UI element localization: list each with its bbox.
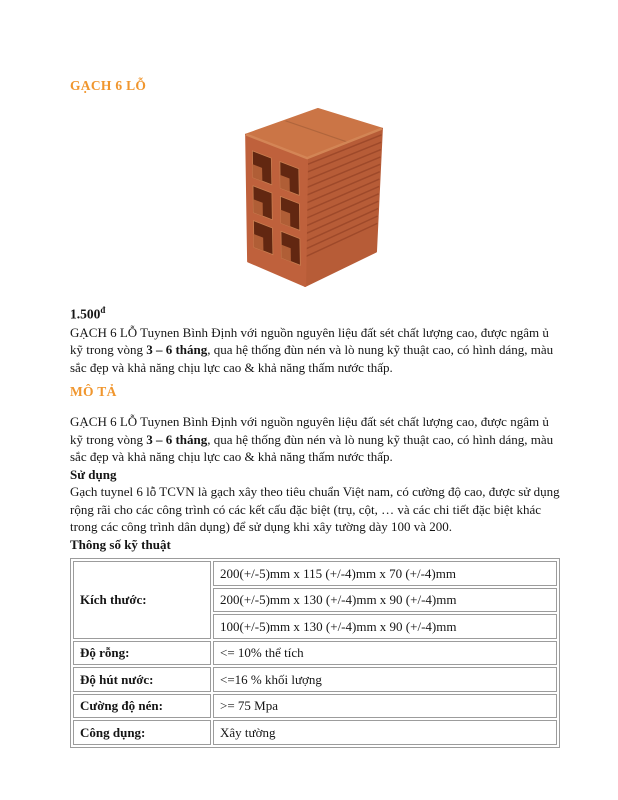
spec-value-use: Xây tường <box>213 720 557 745</box>
description-text-bold: 3 – 6 tháng <box>146 431 208 447</box>
page-title: GẠCH 6 LỖ <box>70 78 147 93</box>
usage-heading: Sử dụng <box>70 466 117 482</box>
intro-paragraph <box>70 324 560 377</box>
spec-label-hollowness: Độ rỗng: <box>73 641 211 666</box>
product-image <box>241 106 389 293</box>
spec-label-compressive-strength: Cường độ nén: <box>73 694 211 719</box>
spec-value-dimension-1: 200(+/-5)mm x 115 (+/-4)mm x 70 (+/-4)mm <box>213 561 557 586</box>
specs-table <box>70 558 560 748</box>
spec-value-compressive-strength: >= 75 Mpa <box>213 694 557 719</box>
spec-value-hollowness: <= 10% thể tích <box>213 641 557 666</box>
spec-label-water-absorption: Độ hút nước: <box>73 667 211 692</box>
description-text-before: GẠCH 6 LỖ Tuynen Bình Định với nguồn nguyên liệu đất sét chất lượng cao, được ngâm ủ kỹ trong vòng <box>70 414 549 447</box>
specs-heading: Thông số kỹ thuật <box>70 536 171 552</box>
table-row <box>73 694 557 719</box>
table-row <box>73 641 557 666</box>
spec-value-dimension-2: 200(+/-5)mm x 130 (+/-4)mm x 90 (+/-4)mm <box>213 588 557 613</box>
spec-label-dimensions: Kích thước: <box>73 561 211 639</box>
brick-image <box>241 106 389 288</box>
spec-value-water-absorption: <=16 % khối lượng <box>213 667 557 692</box>
usage-paragraph: Gạch tuynel 6 lỗ TCVN là gạch xây theo tiêu chuẩn Việt nam, có cường độ cao, được sử dụng rộng rãi cho các công trình có các kết cấu đặc biệt (trụ, cột, … và các chi tiết đặc biệt khác trong các công trình dân dụng) để sử dụng khi xây tường dày 100 và 200. <box>70 484 560 534</box>
description-text-after: , qua hệ thống đùn nén và lò nung kỹ thuật cao, có hình dáng, màu sắc đẹp và khả năng chịu lực cao & khả năng thấm nước thấp. <box>70 431 554 464</box>
table-row <box>73 667 557 692</box>
description-paragraph <box>70 413 560 466</box>
intro-text-bold: 3 – 6 tháng <box>146 342 208 357</box>
description-heading: MÔ TẢ <box>70 384 117 399</box>
table-row <box>73 720 557 745</box>
price-currency: đ <box>100 305 106 315</box>
spec-value-dimension-3: 100(+/-5)mm x 130 (+/-4)mm x 90 (+/-4)mm <box>213 614 557 639</box>
spec-label-use: Công dụng: <box>73 720 211 745</box>
intro-text-after: , qua hệ thống đùn nén và lò nung kỹ thuật cao, có hình dáng, màu sắc đẹp và khả năng chịu lực cao & khả năng thấm nước thấp. <box>70 342 554 375</box>
intro-text-before: GẠCH 6 LỖ Tuynen Bình Định với nguồn nguyên liệu đất sét chất lượng cao, được ngâm ủ kỹ trong vòng <box>70 324 549 357</box>
product-price <box>70 301 560 324</box>
price-value: 1.500 <box>70 306 101 322</box>
table-row <box>73 561 557 586</box>
